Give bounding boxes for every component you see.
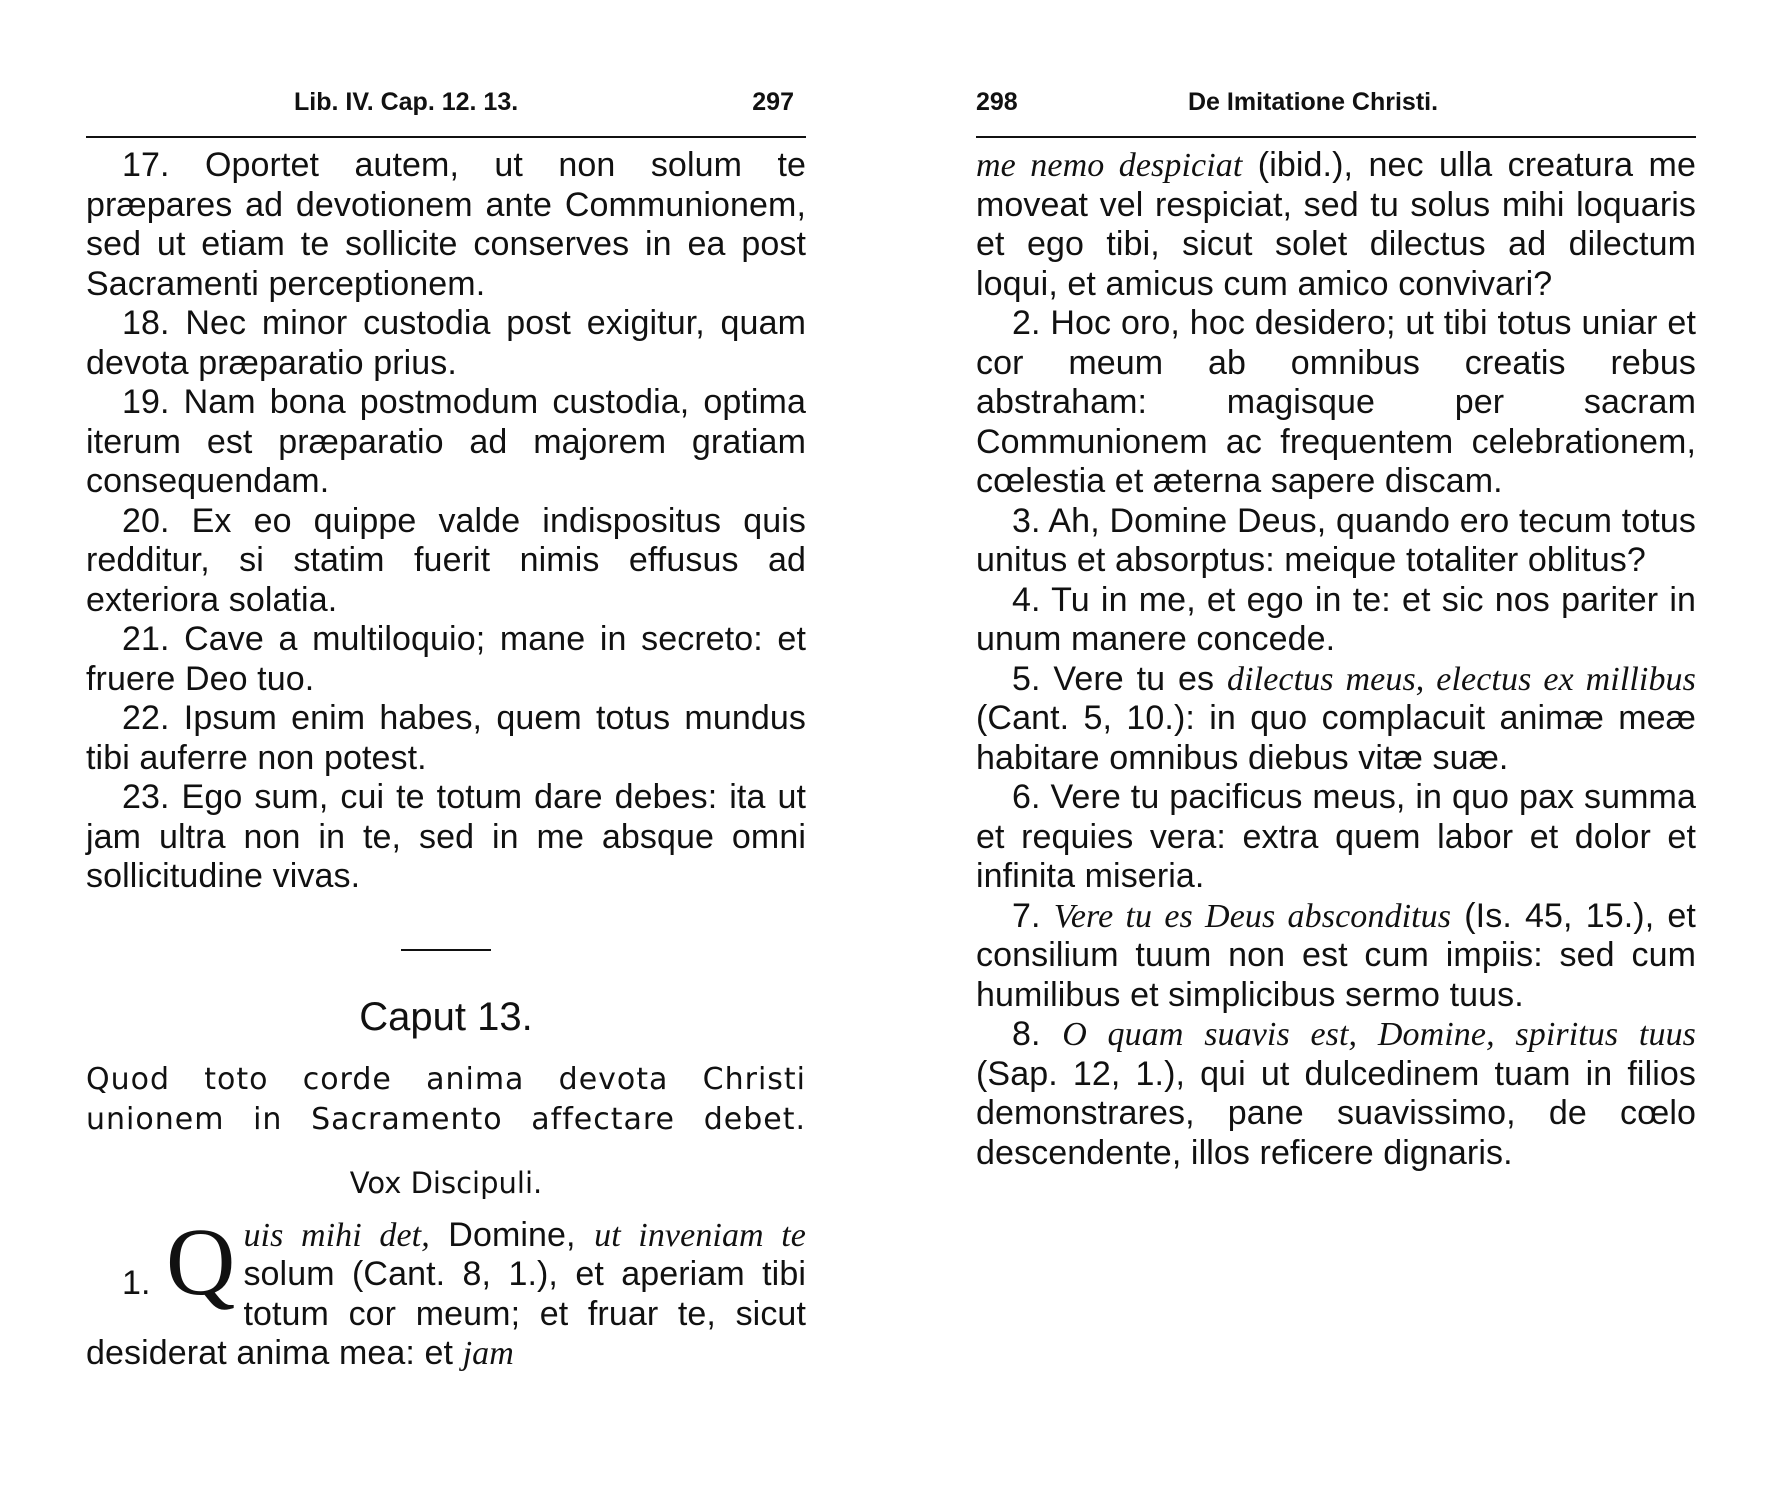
page-number: 298 (976, 88, 1018, 116)
verse-5-rest: (Cant. 5, 10.): in quo complacuit animæ meæ habitare omnibus diebus vitæ suæ. (976, 699, 1696, 777)
verse-block (86, 146, 806, 897)
verse-7-lead: 7. (1012, 896, 1054, 935)
page-number: 297 (752, 88, 794, 116)
verse-1-italic-c: jam (462, 1335, 514, 1372)
verse-8-rest: (Sap. 12, 1.), qui ut dulcedinem tuam in filios demonstrares, pane suavissimo, de cœlo descendente, illos reficere dignaris. (976, 1054, 1696, 1172)
verse-22: 22. Ipsum enim habes, quem totus mundus tibi auferre non potest. (86, 699, 806, 777)
verse-20: 20. Ex eo quippe valde indispositus quis redditur, si statim fuerit nimis effusus ad exteriora solatia. (86, 501, 806, 619)
running-head-right (976, 88, 1696, 132)
verse-1-italic-a: uis mihi det, (243, 1216, 430, 1254)
verse-1 (86, 1207, 806, 1374)
right-page (976, 0, 1696, 1173)
running-head-title: Lib. IV. Cap. 12. 13. (294, 88, 519, 116)
verse-block (976, 146, 1696, 1173)
speaker-heading: Vox Discipuli. (349, 1165, 543, 1200)
verse-1-continuation (976, 146, 1696, 304)
verse-7-italic: Vere tu es Deus absconditus (1053, 897, 1452, 935)
verse-1-text-b: solum (Cant. 8, 1.), et aperiam tibi totum cor meum; et fruar te, sicut desiderat anima mea: et (86, 1255, 806, 1372)
section-divider (401, 949, 491, 951)
chapter-title: Caput 13. (359, 994, 533, 1039)
verse-5-italic: dilectus meus, electus ex millibus (1227, 660, 1696, 698)
verse-18: 18. Nec minor custodia post exigitur, quam devota præparatio prius. (86, 304, 806, 382)
verse-23: 23. Ego sum, cui te totum dare debes: ita ut jam ultra non in te, sed in me absque omni sollicitudine vivas. (86, 778, 806, 895)
verse-17: 17. Oportet autem, ut non solum te præpares ad devotionem ante Communionem, sed ut etiam te sollicite conserves in ea post Sacramenti perceptionem. (86, 146, 806, 303)
drop-cap: Q (166, 1207, 236, 1315)
header-rule (86, 136, 806, 138)
running-head-left (86, 88, 806, 132)
verse-8-italic: O quam suavis est, Domine, spiritus tuus (1062, 1016, 1696, 1053)
verse-19: 19. Nam bona postmodum custodia, optima iterum est præparatio ad majorem gratiam consequendam. (86, 383, 806, 500)
verse-7 (976, 897, 1696, 1016)
continuation-text: (ibid.), nec ulla creatura me moveat vel respiciat, sed tu solus mihi loquaris et ego tibi, sicut solet dilectus ad dilectum loqui, et amicus cum amico convivari? (976, 146, 1696, 303)
verse-21: 21. Cave a multiloquio; mane in secreto: et fruere Deo tuo. (86, 620, 806, 698)
verse-8 (976, 1015, 1696, 1173)
running-head-title: De Imitatione Christi. (1188, 88, 1439, 116)
header-rule (976, 136, 1696, 138)
verse-1-text-a: Domine, (429, 1215, 595, 1254)
verse-6: 6. Vere tu pacificus meus, in quo pax summa et requies vera: extra quem labor et dolor et infinita miseria. (976, 778, 1696, 895)
verse-7-rest: (Is. 45, 15.), et consilium tuum non est cum impiis: sed cum humilibus et simplicibus sermo tuus. (976, 896, 1696, 1014)
verse-2: 2. Hoc oro, hoc desidero; ut tibi totus uniar et cor meum ab omnibus creatis rebus abstraham: magisque per sacram Communionem ac frequentem celebrationem, cœlestia et æterna sapere discam. (976, 304, 1696, 500)
verse-3: 3. Ah, Domine Deus, quando ero tecum totus unitus et absorptus: meique totaliter oblitus? (976, 501, 1696, 579)
verse-number: 1. (122, 1263, 151, 1302)
verse-5-lead: 5. Vere tu es (1012, 659, 1228, 698)
verse-8-lead: 8. (1012, 1015, 1063, 1053)
continuation-italic: me nemo despiciat (976, 147, 1243, 184)
verse-5 (976, 660, 1696, 779)
left-page (86, 0, 806, 1374)
verse-4: 4. Tu in me, et ego in te: et sic nos pariter in unum manere concede. (976, 580, 1696, 658)
chapter-summary: Quod toto corde anima devota Christi unionem in Sacramento affectare debet. (86, 1061, 806, 1137)
verse-1-italic-b: ut inveniam te (594, 1216, 806, 1254)
